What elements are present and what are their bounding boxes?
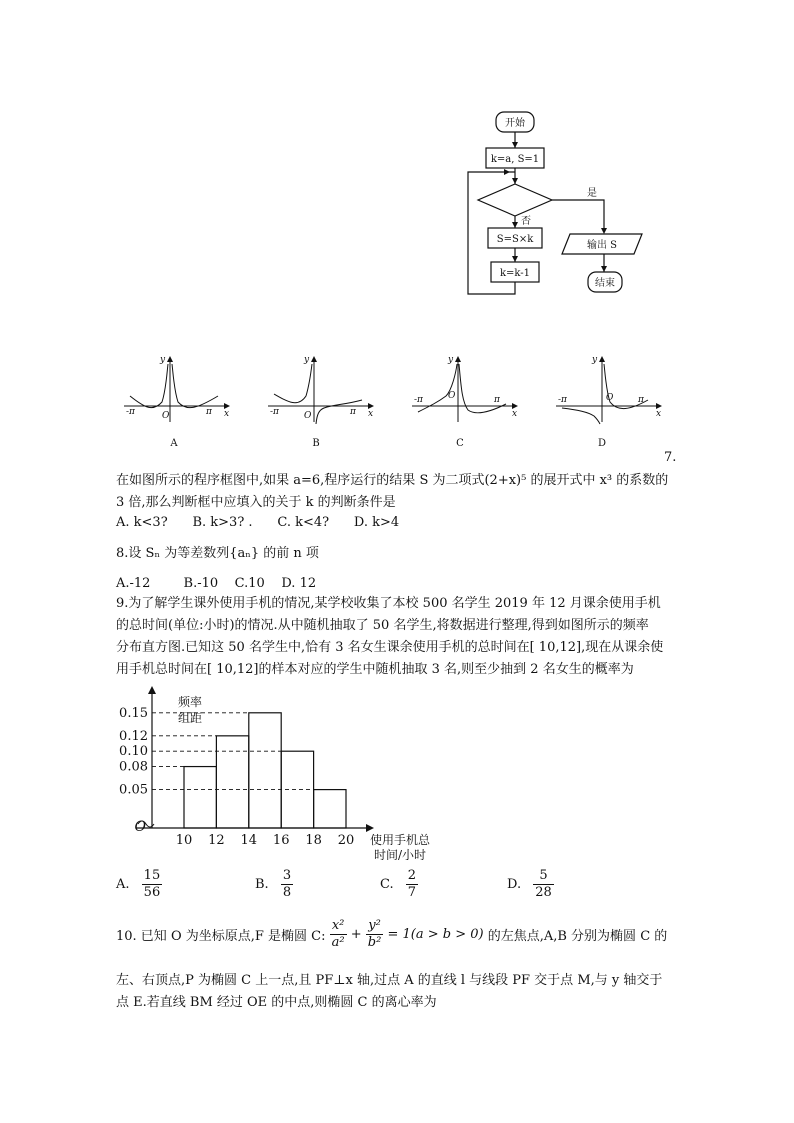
hist-xtick-20: 20 [337,833,355,848]
hist-xtick-18: 18 [305,833,322,848]
hist-ylabel-bottom: 组距 [178,711,203,725]
q9-choice-d [507,868,554,901]
hist-xlabel-top: 使用手机总 [370,833,431,847]
q9-choice-b-den: 8 [282,885,292,900]
program-flowchart [460,104,650,300]
hist-ytick-0.12: 0.12 [119,728,148,744]
q9-choice-c-den: 7 [407,885,417,900]
q8-text: 8.设 Sₙ 为等差数列{aₙ} 的前 n 项 [116,546,319,561]
q10-prefix: 10. 已知 O 为坐标原点,F 是椭圆 C: [116,929,326,944]
hist-ylabel-top: 频率 [178,695,203,709]
q9-choice-c-num: 2 [407,868,417,883]
graph-c-x: x [512,409,518,419]
q9-line-2: 的总时间(单位:小时)的情况.从中随机抽取了 50 名学生,将数据进行整理,得到如图所示的频率 [116,618,649,633]
graph-c-label: C [456,438,464,449]
hist-bar-18-20 [314,790,346,828]
q10-eq-y-fraction [366,918,384,951]
q9-choice-c [380,868,418,901]
hist-origin: O [134,819,146,835]
q9-line-4: 用手机总时间在[ 10,12]的样本对应的学生中随机抽取 3 名,则至少抽到 2 名女生的概率为 [116,662,634,677]
flow-no-label: 否 [521,216,531,227]
graph-d-o: O [606,393,614,403]
hist-xtick-16: 16 [272,833,290,848]
q9-choice-c-label: C. [380,877,394,892]
hist-ytick-0.10: 0.10 [119,744,148,760]
flow-init-label: k=a, S=1 [490,154,540,165]
graph-a-pos: π [206,407,212,417]
flow-yes-label: 是 [587,188,597,199]
graph-b-neg: -π [270,407,279,417]
graph-c-neg: -π [414,395,423,405]
graph-b-y: y [304,355,310,365]
q9-choice-b-label: B. [255,877,269,892]
q9-choice-d-num: 5 [533,868,554,885]
q9-choice-c-fraction [406,868,418,901]
graph-a-neg: -π [126,407,135,417]
graph-d-x: x [656,409,662,419]
q9-choice-d-fraction [533,868,554,901]
graph-b-pos: π [350,407,356,417]
q10-eq-tail: = 1(a > b > 0) [387,927,484,942]
flow-output-label: 输出 S [586,240,618,251]
q9-choice-a-fraction [142,868,163,901]
graph-b-label: B [312,438,320,449]
q9-choice-a-label: A. [116,877,130,892]
graph-b-x: x [368,409,374,419]
q9-choice-b-fraction [281,868,293,901]
flow-decrement-label: k=k-1 [499,268,531,279]
q9-choice-b [255,868,293,901]
flow-decision-node [478,184,552,216]
hist-xtick-10: 10 [175,833,193,848]
q9-line-3: 分布直方图.已知这 50 名学生中,恰有 3 名女生课余使用手机的总时间在[ 10,12],现在从课余使 [116,640,664,655]
q7-options: A. k<3? B. k>3? . C. k<4? D. k>4 [116,515,400,530]
q10-eq-x-den: a² [331,935,345,950]
q7-line-1: 在如图所示的程序框图中,如果 a=6,程序运行的结果 S 为二项式(2+x)⁵ 的展开式中 x³ 的系数的 [116,473,669,488]
graph-c-o: O [448,391,456,401]
graph-c-y: y [448,355,454,365]
flow-end-label: 结束 [595,278,615,289]
q10-suffix: 的左焦点,A,B 分别为椭圆 C 的 [487,929,668,944]
q10-line-1 [116,918,667,951]
flow-start-label: 开始 [505,118,525,129]
q10-eq-x-num: x² [330,918,347,935]
hist-bar-12-14 [216,736,248,828]
hist-bar-14-16 [249,713,281,828]
q9-line-1: 9.为了解学生课外使用手机的情况,某学校收集了本校 500 名学生 2019 年 12 月课余使用手机 [116,596,661,611]
hist-bar-10-12 [184,767,216,828]
hist-xlabel-bottom: 时间/小时 [374,848,427,860]
hist-ytick-0.15: 0.15 [119,705,148,721]
graph-d-pos: π [638,395,644,405]
q8-options: A.-12 B.-10 C.10 D. 12 [116,576,317,591]
hist-xtick-14: 14 [240,833,258,848]
graph-a-label: A [170,438,178,449]
q7-line-2: 3 倍,那么判断框中应填入的关于 k 的判断条件是 [116,495,396,510]
q7-number: 7. [664,450,677,465]
q10-line-3: 点 E.若直线 BM 经过 OE 的中点,则椭圆 C 的离心率为 [116,995,437,1010]
function-graphs [120,350,680,454]
q10-eq-plus: + [350,927,362,942]
q9-choice-d-label: D. [507,877,522,892]
q9-choice-b-num: 3 [282,868,292,883]
q10-eq-y-den: b² [367,935,382,950]
graph-a-y: y [160,355,166,365]
graph-d-label: D [597,438,607,449]
hist-ytick-0.08: 0.08 [119,759,148,775]
graph-d-neg: -π [558,395,567,405]
flow-assign-label: S=S×k [496,234,534,245]
graph-a-o: O [162,411,170,421]
graph-d-y: y [592,355,598,365]
q9-choice-a-num: 15 [143,868,161,883]
q9-choice-d-den: 28 [535,885,552,900]
frequency-histogram [112,684,452,860]
hist-ytick-0.05: 0.05 [119,782,148,798]
q10-line-2: 左、右顶点,P 为椭圆 C 上一点,且 PF⊥x 轴,过点 A 的直线 l 与线段 PF 交于点 M,与 y 轴交于 [116,973,663,988]
q10-eq-x-fraction [330,918,347,951]
graph-b-o: O [304,411,312,421]
graph-a-x: x [224,409,230,419]
graph-c-pos: π [494,395,500,405]
hist-xtick-12: 12 [208,833,225,848]
q9-choice-a [116,868,162,901]
q9-choice-a-den: 56 [143,885,161,900]
q10-eq-y-num: y² [366,918,384,935]
